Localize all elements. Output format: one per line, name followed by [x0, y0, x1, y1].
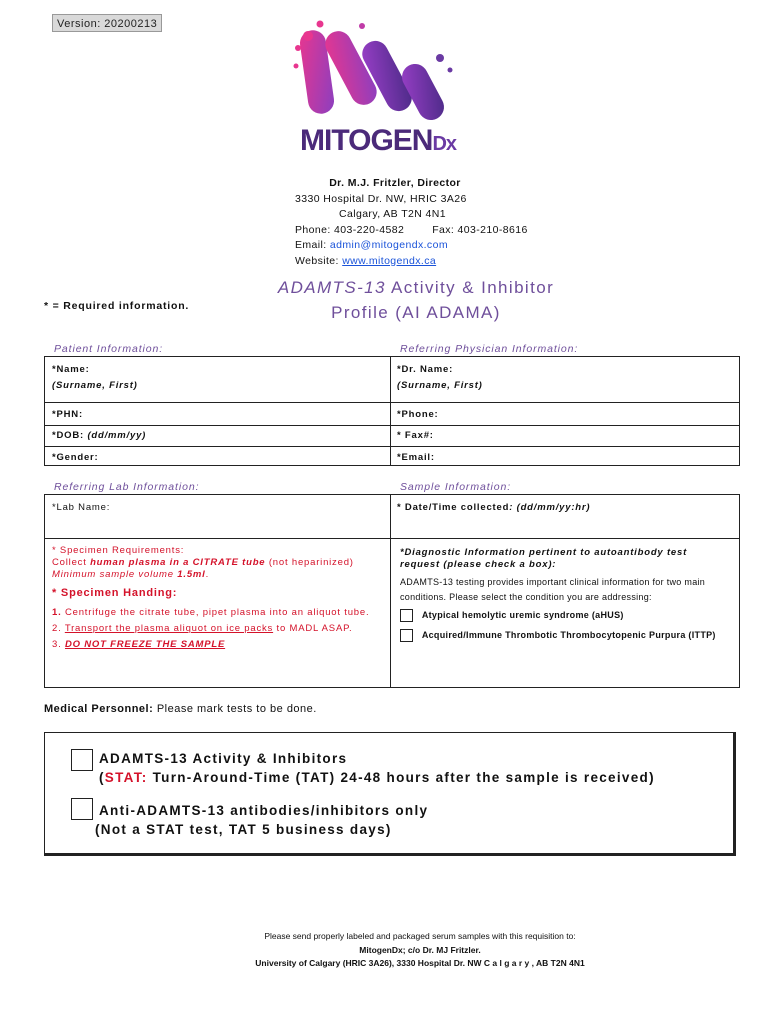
handling-step-1: 1. Centrifuge the citrate tube, pipet plasma into an aliquot tube.: [52, 607, 370, 618]
patient-name-hint: (Surname, First): [52, 380, 138, 391]
director: Dr. M.J. Fritzler, Director: [329, 177, 461, 189]
ahus-checkbox[interactable]: [400, 609, 413, 622]
test2-option: [95, 801, 428, 839]
lab-sample-table: [44, 494, 740, 688]
test1-option: [99, 749, 655, 787]
email-link[interactable]: admin@mitogendx.com: [329, 239, 448, 251]
ahus-option: [400, 609, 624, 622]
lab-section-title: Referring Lab Information:: [54, 481, 200, 493]
specimen-handling-title: * Specimen Handing:: [52, 587, 178, 599]
lab-name-label: *Lab Name:: [52, 502, 111, 513]
form-title: ADAMTS-13 Activity & Inhibitor Profile (AI ADAMA): [277, 278, 555, 322]
patient-name-label: *Name:: [52, 364, 90, 375]
lab-fax: Fax: 403-210-8616: [432, 223, 528, 236]
diagnostic-description: ADAMTS-13 testing provides important clinical information for two main conditions. Please select the condition you are addressing:: [400, 577, 706, 602]
lab-address: [295, 176, 528, 269]
specimen-req-title: * Specimen Requirements:: [52, 545, 185, 556]
dr-phone-label: *Phone:: [397, 409, 439, 420]
footer-line1: Please send properly labeled and packaged serum samples with this requisition to:: [264, 931, 576, 941]
handling-steps: [52, 605, 387, 653]
patient-physician-table: [44, 356, 740, 466]
required-note: * = Required information.: [44, 300, 190, 312]
mitogendx-logo: [290, 18, 470, 128]
brand-text: MITOGEN: [300, 124, 433, 157]
test2-checkbox[interactable]: [71, 798, 93, 820]
specimen-requirements: * Specimen Requirements: Collect human plasma in a CITRATE tube (not heparinized) Minimum sample volume 1.5ml.: [52, 545, 387, 581]
dr-name-label: *Dr. Name:: [397, 364, 454, 375]
sample-section-title: Sample Information:: [400, 481, 512, 493]
physician-section-title: Referring Physician Information:: [400, 343, 579, 355]
phn-label: *PHN:: [52, 409, 83, 420]
version-label: Version: 20200213: [52, 14, 162, 32]
footer-line2: MitogenDx; c/o Dr. MJ Fritzler.: [359, 944, 481, 955]
test2-tat: (Not a STAT test, TAT 5 business days): [95, 822, 392, 837]
test1-checkbox[interactable]: [71, 749, 93, 771]
footer-line3: University of Calgary (HRIC 3A26), 3330 Hospital Dr. NW C a l g a r y , AB T2N 4N1: [255, 958, 585, 968]
address-line1: 3330 Hospital Dr. NW, HRIC 3A26: [295, 192, 467, 205]
dr-email-label: *Email:: [397, 452, 435, 463]
email-line: Email: admin@mitogendx.com: [295, 239, 448, 251]
diagnostic-title: *Diagnostic Information pertinent to autoantibody test request (please check a box):: [400, 547, 688, 570]
test1-name: ADAMTS-13 Activity & Inhibitors: [99, 751, 348, 766]
address-line2: Calgary, AB T2N 4N1: [339, 208, 447, 220]
website-link[interactable]: www.mitogendx.ca: [342, 254, 437, 267]
gender-label: *Gender:: [52, 452, 99, 463]
test2-name: Anti-ADAMTS-13 antibodies/inhibitors only: [99, 803, 429, 818]
lab-phone: Phone: 403-220-4582: [295, 223, 405, 236]
dr-name-hint: (Surname, First): [397, 380, 483, 391]
medical-personnel-note: Medical Personnel: Please mark tests to be done.: [44, 703, 317, 715]
brand-suffix: Dx: [432, 133, 457, 155]
tests-box: [44, 732, 736, 856]
ittp-checkbox[interactable]: [400, 629, 413, 642]
ahus-label: Atypical hemolytic uremic syndrome (aHUS): [421, 609, 624, 620]
test1-tat: (STAT: Turn-Around-Time (TAT) 24-48 hours after the sample is received): [99, 770, 655, 785]
handling-step-2: 2. Transport the plasma aliquot on ice packs to MADL ASAP.: [52, 623, 353, 634]
date-collected-label: * Date/Time collected: (dd/mm/yy:hr): [397, 502, 591, 513]
handling-step-3: 3. DO NOT FREEZE THE SAMPLE: [52, 639, 226, 650]
website-line: Website: www.mitogendx.ca: [295, 254, 437, 267]
brand-name: [300, 124, 456, 158]
ittp-label: Acquired/Immune Thrombotic Thrombocytopenic Purpura (ITTP): [421, 629, 716, 640]
ittp-option: [400, 629, 716, 642]
dr-fax-label: * Fax#:: [397, 430, 434, 441]
footer: [240, 930, 600, 971]
phone-fax-line: [295, 223, 528, 239]
patient-section-title: Patient Information:: [54, 343, 164, 355]
dob-label: *DOB: (dd/mm/yy): [52, 430, 147, 441]
